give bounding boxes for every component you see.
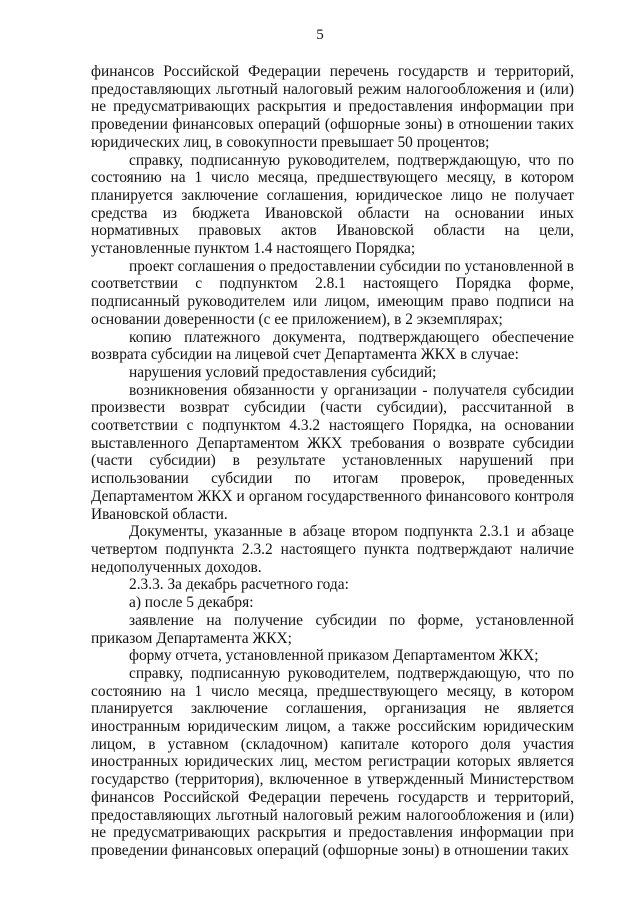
paragraph: справку, подписанную руководителем, подтверждающую, что по состоянию на 1 число месяца, предшествующего месяцу, в котором планируется заключение соглашения, юридическое лицо не получает средства из бюджета Ивановской области на основании иных нормативных правовых актов Ивановской области на цели, установленные пунктом 1.4 настоящего Порядка;	[91, 151, 574, 258]
document-body	[91, 63, 574, 860]
paragraph: а) после 5 декабря:	[129, 594, 254, 612]
paragraph: финансов Российской Федерации перечень государств и территорий, предоставляющих льготный налоговый режим налогообложения и (или) не предусматривающих раскрытия и предоставления информации при проведении финансовых операций (офшорные зоны) в отношении таких юридических лиц, в совокупности превышает 50 процентов;	[91, 63, 574, 151]
paragraph: возникновения обязанности у организации - получателя субсидии произвести возврат субсидии (части субсидии), рассчитанной в соответствии с подпунктом 4.3.2 настоящего Порядка, на основании выставленного Департаментом ЖКХ требования о возврате субсидии (части субсидии) в результате установленных нарушений при использовании субсидии по итогам проверок, проведенных Департаментом ЖКХ и органом государственного финансового контроля Ивановской области.	[91, 381, 574, 523]
paragraph: 2.3.3. За декабрь расчетного года:	[129, 576, 349, 594]
paragraph: справку, подписанную руководителем, подтверждающую, что по состоянию на 1 число месяца, предшествующего месяцу, в котором планируется заключение соглашения, организация не является иностранным юридическим лицом, а также российским юридическим лицом, в уставном (складочном) капитале которого доля участия иностранных юридических лиц, местом регистрации которых является государство (территория), включенное в утвержденный Министерством финансов Российской Федерации перечень государств и территорий, предоставляющих льготный налоговый режим налогообложения и (или) не предусматривающих раскрытия и предоставления информации при проведении финансовых операций (офшорные зоны) в отношении таких	[91, 664, 574, 859]
paragraph: нарушения условий предоставления субсидий;	[129, 363, 437, 381]
paragraph: заявление на получение субсидии по форме, установленной приказом Департамента ЖКХ;	[91, 611, 574, 647]
page-number: 5	[316, 27, 324, 43]
paragraph: проект соглашения о предоставлении субсидии по установленной в соответствии с подпунктом 2.8.1 настоящего Порядка форме, подписанный руководителем или лицом, имеющим право подписи на основании доверенности (с ее приложением), в 2 экземплярах;	[91, 257, 574, 328]
paragraph: форму отчета, установленной приказом Департаментом ЖКХ;	[129, 647, 539, 665]
paragraph: Документы, указанные в абзаце втором подпункта 2.3.1 и абзаце четвертом подпункта 2.3.2 настоящего пункта подтверждают наличие недополученных доходов.	[91, 523, 574, 576]
paragraph: копию платежного документа, подтверждающего обеспечение возврата субсидии на лицевой счет Департамента ЖКХ в случае:	[91, 328, 574, 364]
